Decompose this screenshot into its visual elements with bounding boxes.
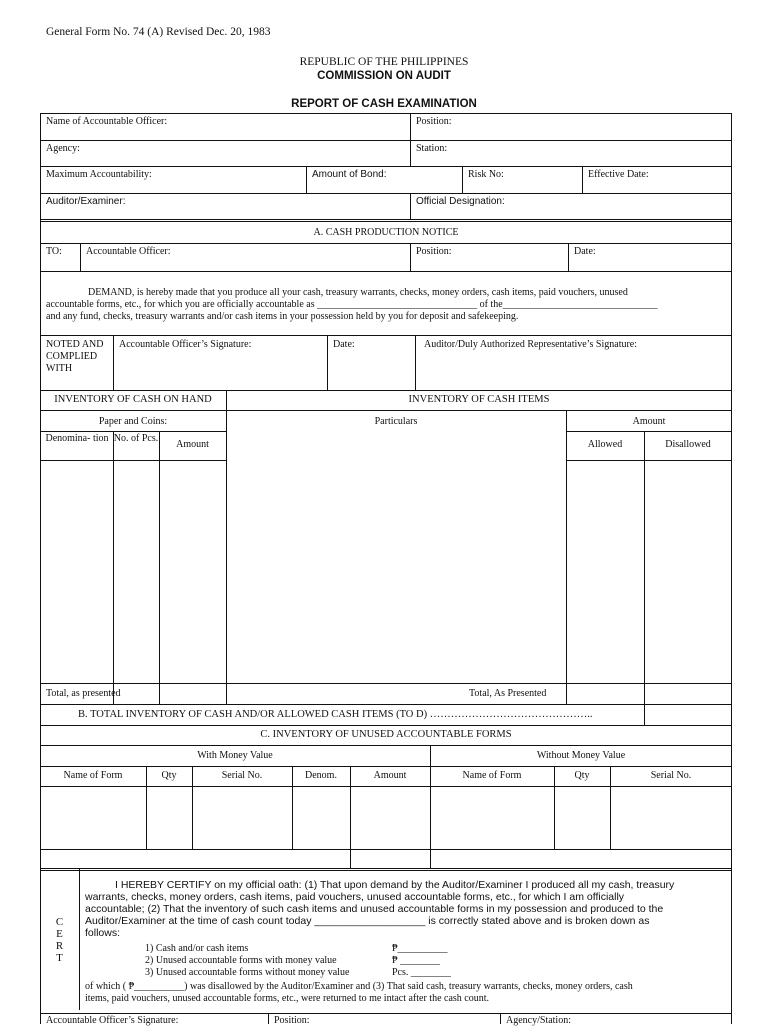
rule <box>415 335 416 390</box>
section-b-total: B. TOTAL INVENTORY OF CASH AND/OR ALLOWED CASH ITEMS (TO D) ……………………………………….. <box>78 709 593 720</box>
cert-line: accountable; (2) That the inventory of such cash items and unused accountable forms in my possession and produced to the <box>85 903 664 915</box>
col-serial-no-2: Serial No. <box>650 770 692 781</box>
col-name-of-form-2: Name of Form <box>462 770 522 781</box>
agency-field[interactable]: Agency: <box>46 143 80 154</box>
cert-side-label <box>40 916 79 964</box>
paper-coins-heading: Paper and Coins: <box>98 416 168 427</box>
rule <box>40 166 732 167</box>
cert-item-1: 1) Cash and/or cash items <box>145 943 249 954</box>
cert-item-2-value[interactable]: ₱ ________ <box>392 955 441 966</box>
republic-heading: REPUBLIC OF THE PHILIPPINES <box>299 56 469 68</box>
denomination-header: Denomina- tion <box>45 433 109 444</box>
rule <box>644 704 645 725</box>
form-code: General Form No. 74 (A) Revised Dec. 20, 1983 <box>46 26 271 38</box>
rule <box>226 390 227 704</box>
rule <box>40 140 732 141</box>
official-designation-field[interactable]: Official Designation: <box>416 196 505 207</box>
demand-line-2: accountable forms, etc., for which you are officially accountable as ________________________________ of the_______________________________ <box>46 299 658 310</box>
col-name-of-form: Name of Form <box>63 770 123 781</box>
rule <box>327 335 328 390</box>
cert-item-1-value[interactable]: ₱__________ <box>392 943 448 954</box>
demand-paragraph <box>46 287 726 323</box>
rule <box>40 683 732 684</box>
rule <box>146 766 147 849</box>
officer-signature-field[interactable]: Accountable Officer’s Signature: <box>119 339 252 350</box>
cert-closing <box>85 981 725 1005</box>
rule <box>113 335 114 390</box>
cert-item-3-value[interactable]: Pcs. ________ <box>392 967 451 978</box>
allowed-header: Allowed <box>587 439 623 450</box>
footer-agency-field[interactable]: Agency/Station: <box>506 1015 571 1026</box>
cash-amount-header: Amount <box>176 439 209 450</box>
cert-letter: C <box>55 916 64 928</box>
rule <box>192 766 193 849</box>
accountable-officer-field[interactable]: Accountable Officer: <box>86 246 171 257</box>
cert-letter: R <box>55 940 64 952</box>
amount-of-bond-field[interactable]: Amount of Bond: <box>312 169 387 180</box>
cert-letter: T <box>56 952 63 964</box>
total-presented-left: Total, as presented <box>46 688 121 699</box>
col-qty-2: Qty <box>574 770 590 781</box>
double-rule <box>40 219 732 222</box>
notice-date-field[interactable]: Date: <box>574 246 596 257</box>
to-label: TO: <box>46 246 62 257</box>
col-denom: Denom. <box>305 770 337 781</box>
rule <box>610 766 611 849</box>
col-amount: Amount <box>373 770 407 781</box>
rule <box>40 725 732 726</box>
rule <box>268 1013 269 1024</box>
rule <box>410 243 411 271</box>
amount-heading: Amount <box>632 416 666 427</box>
commission-heading: COMMISSION ON AUDIT <box>317 70 451 82</box>
officer-name-field[interactable]: Name of Accountable Officer: <box>46 116 168 127</box>
cert-line: of which ( ₱__________) was disallowed by the Auditor/Examiner and (3) That said cash, treasury warrants, checks, money orders, cash <box>85 981 633 992</box>
rule <box>582 166 583 193</box>
rule <box>40 1013 732 1014</box>
rule <box>113 431 114 704</box>
rule <box>566 431 732 432</box>
without-value-heading: Without Money Value <box>536 750 626 761</box>
cert-breakdown-values <box>392 943 451 979</box>
rule <box>410 113 411 166</box>
double-rule <box>40 868 732 871</box>
section-a-title: A. CASH PRODUCTION NOTICE <box>313 227 459 238</box>
rule <box>500 1013 501 1024</box>
with-value-heading: With Money Value <box>197 750 273 761</box>
rule <box>80 243 81 271</box>
rule <box>40 243 732 244</box>
col-qty: Qty <box>161 770 177 781</box>
rule <box>79 868 80 1010</box>
cert-line: warrants, checks, money orders, cash items, paid vouchers, unused accountable forms, etc., for which I am officially <box>85 891 625 903</box>
rule <box>40 271 732 272</box>
particulars-heading: Particulars <box>374 416 418 427</box>
max-accountability-field[interactable]: Maximum Accountability: <box>46 169 152 180</box>
cert-letter: E <box>56 928 63 940</box>
rule <box>159 431 160 704</box>
certification-statement <box>85 879 725 939</box>
rule <box>40 460 226 461</box>
total-presented-right: Total, As Presented <box>469 688 547 699</box>
section-c-title: C. INVENTORY OF UNUSED ACCOUNTABLE FORMS <box>260 729 512 740</box>
demand-line-1: DEMAND, is hereby made that you produce all your cash, treasury warrants, checks, money orders, cash items, paid vouchers, unused <box>88 287 628 298</box>
notice-position-field[interactable]: Position: <box>416 246 452 257</box>
demand-line-3: and any fund, checks, treasury warrants and/or cash items in your possession held by you for deposit and safekeeping. <box>46 311 519 322</box>
rule <box>410 193 411 220</box>
cash-items-heading: INVENTORY OF CASH ITEMS <box>408 394 550 405</box>
report-title: REPORT OF CASH EXAMINATION <box>291 98 477 110</box>
cert-item-3: 3) Unused accountable forms without money value <box>145 967 350 978</box>
col-serial-no: Serial No. <box>221 770 263 781</box>
cert-line: items, paid vouchers, unused accountable forms, etc., were returned to me intact after the cash count. <box>85 993 490 1004</box>
rule <box>40 390 732 391</box>
auditor-field[interactable]: Auditor/Examiner: <box>46 196 126 207</box>
rule <box>554 766 555 849</box>
rule <box>40 849 732 850</box>
rule <box>40 113 732 114</box>
noted-date-field[interactable]: Date: <box>333 339 355 350</box>
outer-border-left <box>40 113 41 1024</box>
rule <box>40 766 732 767</box>
auditor-signature-field[interactable]: Auditor/Duly Authorized Representative’s Signature: <box>424 339 638 350</box>
rule <box>566 460 732 461</box>
cert-item-2: 2) Unused accountable forms with money value <box>145 955 337 966</box>
cert-line: Auditor/Examiner at the time of cash count today ___________________ is correctly stated above and is broken down as <box>85 915 650 927</box>
outer-border-right <box>731 113 732 1024</box>
rule <box>566 410 567 704</box>
noted-complied-label: NOTED AND COMPLIED WITH <box>46 339 104 374</box>
rule <box>40 786 732 787</box>
position-field[interactable]: Position: <box>416 116 452 127</box>
rule <box>644 431 645 704</box>
rule <box>568 243 569 271</box>
rule <box>306 166 307 193</box>
cert-line: follows: <box>85 927 121 939</box>
rule <box>462 166 463 193</box>
rule <box>350 766 351 869</box>
rule <box>40 745 732 746</box>
risk-no-field[interactable]: Risk No: <box>468 169 504 180</box>
rule <box>292 766 293 849</box>
rule <box>430 745 431 869</box>
disallowed-header: Disallowed <box>665 439 711 450</box>
cash-on-hand-heading: INVENTORY OF CASH ON HAND <box>54 394 212 405</box>
rule <box>40 335 732 336</box>
pcs-header: No. of Pcs. <box>113 433 159 444</box>
rule <box>40 193 732 194</box>
rule <box>40 431 226 432</box>
footer-signature-field[interactable]: Accountable Officer’s Signature: <box>46 1015 179 1026</box>
rule <box>40 704 732 705</box>
station-field[interactable]: Station: <box>416 143 448 154</box>
rule <box>40 410 732 411</box>
cert-line: I HEREBY CERTIFY on my official oath: (1) That upon demand by the Auditor/Examiner I produced all my cash, treasury <box>115 879 675 891</box>
cert-breakdown <box>145 943 349 979</box>
effective-date-field[interactable]: Effective Date: <box>588 169 649 180</box>
footer-position-field[interactable]: Position: <box>274 1015 310 1026</box>
